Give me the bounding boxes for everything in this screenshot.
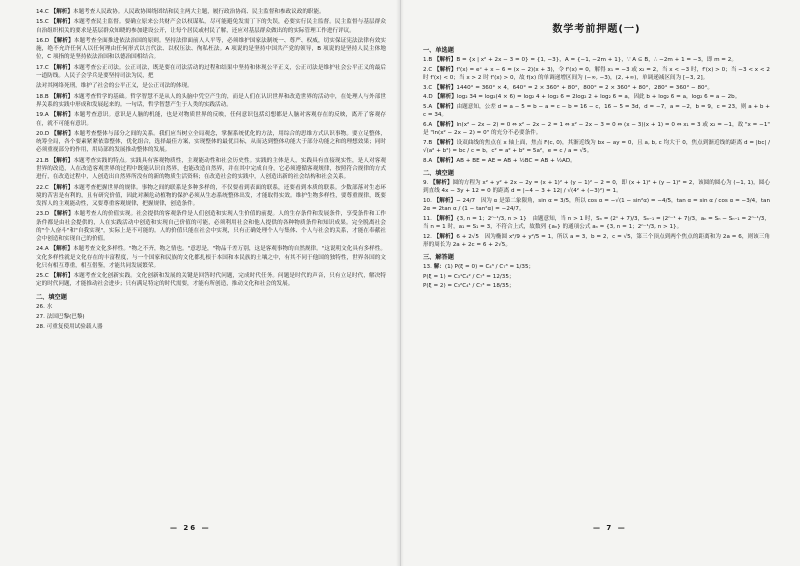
answer-item xyxy=(36,245,386,270)
answer-item xyxy=(36,272,386,288)
answer-number: 20.D xyxy=(36,130,52,137)
answer-number: 9. xyxy=(423,179,431,186)
answer-item xyxy=(423,93,770,101)
answer-number: 18.B xyxy=(36,93,51,100)
page-number-left: — 26 — xyxy=(170,524,211,532)
answer-item xyxy=(423,282,770,290)
answer-item xyxy=(423,103,770,119)
section-heading-fill-math: 二、填空题 xyxy=(423,169,454,177)
answer-number: 23.D xyxy=(36,211,52,218)
fill-answer-item xyxy=(36,323,386,331)
answer-item xyxy=(423,157,770,165)
answer-text: 1440° = 360° × 4，640° = 2 × 360° + 80°，800° = 2 × 360° + 80°，280° = 360° − 80°。 xyxy=(456,84,713,91)
answer-item xyxy=(36,130,386,155)
fill-answer-item xyxy=(36,303,386,311)
fill-answer-item xyxy=(36,313,386,321)
answer-number: 15.C xyxy=(36,19,51,26)
answer-text: 本题考查文化多样性。"物之不齐，物之情也。"意思是，"物品千差万别，这是客观事物的自然规律。"这说明文化具有多样性。文化多样性就是文化存在的丰富程度，与一个国家和民族的文化都扎根于本国和本民族的土壤之中，有其不同于他国的独特性，世界各国的文化只有相互尊重，相互借鉴，才能共同发展繁荣。 xyxy=(36,246,386,269)
answer-tag: 【解析】 xyxy=(50,19,74,26)
answer-tag: 【解析】 xyxy=(434,94,457,101)
answer-item xyxy=(423,273,770,281)
answer-tag: 【解析】 xyxy=(434,66,457,73)
answer-item xyxy=(36,37,386,62)
answer-tag: 【解析】 xyxy=(433,157,457,164)
fill-answer-number: 26. xyxy=(36,303,47,310)
answer-item xyxy=(423,263,770,271)
answer-item xyxy=(423,179,770,195)
fill-answer-text: 水 xyxy=(46,303,53,310)
answer-number: 12. xyxy=(423,233,434,240)
answer-number: 21.B xyxy=(36,157,51,164)
answer-text: 本题考查文化创新实践。文化创新和发展的关键是回答时代问题，完成时代任务。问题是时代的声音，只有立足时代，解决特定的时代问题，才能推动社会进步；只有满足特定的时代需要，才能有所创造，推动文化和社会的发展。 xyxy=(36,273,386,288)
answer-number: 6.A xyxy=(423,121,434,128)
answer-number: 5.A xyxy=(423,104,434,111)
answer-item xyxy=(36,210,386,243)
answer-text: (1) P(ξ = 0) = C₄³ / C₇³ = 1/35； xyxy=(444,264,535,271)
answer-text: P(ξ = 2) = C₃²C₄¹ / C₇³ = 18/35； xyxy=(423,283,515,290)
answer-number: 25.C xyxy=(36,273,51,280)
section-heading-single: 一、单选题 xyxy=(423,47,454,54)
answer-number: 24.A xyxy=(36,246,51,253)
answer-item xyxy=(36,93,386,109)
answer-tag: 【解析】 xyxy=(51,37,74,44)
answer-number: 16.D xyxy=(36,37,52,44)
answer-number: 19.A xyxy=(36,112,51,119)
answer-tag: 【解析】 xyxy=(433,57,457,63)
answer-tag: 【解析】 xyxy=(50,246,73,253)
answer-text: 本题考查公正司法。公正司法，既是要在司法活动的过程和结果中坚持和体现公平正义，公正司法是维护社会公平正义的最后一道防线。人民子会学兵是要坚持司法为民，把 xyxy=(36,64,386,79)
fill-in-answers xyxy=(423,179,770,249)
answer-item xyxy=(36,184,386,209)
answer-number: 11. xyxy=(423,215,434,222)
answer-number: 1.B xyxy=(423,57,434,63)
fill-answer-number: 28. xyxy=(36,324,47,331)
answer-number: 13. xyxy=(423,264,434,271)
answer-tag: 【解析】 xyxy=(51,211,74,218)
answer-text: 本题考查民主监督。要确立原来公共财产会以权谋私，尽可能避免发需丁下的失误，必要实行民主监督。民主监督与基层群众自治组织相关的要求是基层群众知晓的参加建设公开，让每个居民或村民了解，还应对基层群众做出的的实际管理工作进行评议。 xyxy=(36,19,386,34)
answer-text: 本题考查全面推进依法治国的原则。坚持法律面前人人平等，必须维护国家法制统一、尊严、权威，切实保证宪法法律有效实施，绝不允许任何人以任何理由任何形式以言代法、以权压法、徇私枉法。A 项说的是坚持中国共产党的领导，B 项说的是坚持人民主体地位，C 项指的是坚持依法治国和以德治国相结合。 xyxy=(36,37,386,61)
answer-text: 设双曲线的焦点在 x 轴上面，焦点 F(c, 0)，其渐近线为 bx − ay = 0，且 a, b, c 均大于 0，焦点到渐近线的距离 d = |bc| / √(a² + b²) = bc / c = b，c² = a² + b² = 5a²，e = c / a = √5。 xyxy=(423,139,770,155)
answer-text: P(ξ = 1) = C₃¹C₄² / C₇³ = 12/35； xyxy=(423,273,515,280)
answer-number: 22.C xyxy=(36,184,51,191)
answer-number: 3.C xyxy=(423,84,435,91)
answer-item xyxy=(36,8,386,16)
answer-number: 10. xyxy=(423,197,434,204)
answer-text: 圆的方程为 x² + y² + 2x − 2y = (x + 1)² + (y − 1)² − 2 = 0，即 (x + 1)² + (y − 1)² = 2，该圆的圆心为 (−1, 1)，圆心到直线 4x − 3y + 12 = 0 的距离 d = |−4 − 3 + 12| / √(4² + (−3)²) = 1。 xyxy=(423,179,770,195)
answer-tag: 【解析】 xyxy=(51,130,74,137)
answer-tag: 【解析】 xyxy=(434,139,457,146)
answer-tag: 【解析】 xyxy=(50,184,74,191)
answer-item xyxy=(36,64,386,80)
answer-number: 4.D xyxy=(423,94,435,101)
answer-text: 本题考查意识。意识是人脑的机能，也是对物质世界的反映，任何意识包括幻想都是人脑对客观存在的反映，离开了客观存在，就不可能有意识。 xyxy=(36,112,386,127)
answer-tag: 【解析】 xyxy=(50,157,74,164)
answer-number: 2.C xyxy=(423,66,435,73)
fill-answer-text: 可重复使用试验载人器 xyxy=(46,324,103,331)
answer-item xyxy=(423,215,770,231)
answer-tag: 解： xyxy=(433,264,445,271)
answer-item xyxy=(423,56,770,64)
answer-tag: 【解析】 xyxy=(50,273,74,280)
answer-item xyxy=(36,157,386,182)
answer-text: {3, n = 1；2ⁿ⁻¹/3, n > 1} 由题意知，当 n > 1 时，Sₙ = (2ⁿ + 7)/3，Sₙ₋₁ = (2ⁿ⁻¹ + 7)/3，aₙ = Sₙ − Sₙ₋₁ = 2ⁿ⁻¹/3，当 n = 1 时，a₁ = S₁ = 3，不符合上式，故数列 {aₙ} 的通项公式 aₙ = {3, n = 1；2ⁿ⁻¹/3, n > 1}。 xyxy=(423,215,770,230)
answer-item xyxy=(36,18,386,34)
answer-text: − 24/7 因为 α 是第二象限角，sin α = 3/5，所以 cos α = −√(1 − sin²α) = −4/5，tan α = sin α / cos α = −3/4，tan 2α = 2tan α / (1 − tan²α) = −24/7。 xyxy=(423,197,770,213)
answer-item xyxy=(423,233,770,249)
section-heading-fill: 二、填空题 xyxy=(36,293,67,301)
answer-explanations-politics xyxy=(36,8,386,289)
answer-text: 本题考查实践的特点。实践具有客观物质性，主观能动性和社会历史性。实践的主体是人，实践具有直接现实性，是人对客观世界的改造，人在改造客观世界的过程中既能认识自然界，也能改造自然界，并在其中完成自身，它必须遵循客观规律，按照符合规律的方式进行，在改造过程中，人创造出自然界所没有的新的物质生活资料；在改造社会的实践中，人创造出新的社会结构和社会关系。 xyxy=(36,157,386,181)
answer-tag: 【解析】 xyxy=(430,179,453,186)
answer-tag: 【解析】 xyxy=(433,233,457,240)
answer-tag: 【解析】 xyxy=(433,104,457,111)
answer-number: 14.C xyxy=(36,9,51,15)
answer-text: 本题考查把握世界的规律。事物之间的联系是多种多样的，不仅要看到表面的联系，还要看到本质的联系。少数部落对生态环境的苦害是有利的，且有研究价值，因此对濒危动植物的保护必须从生态系统整体出发，才能取得实效。维护生物多样性，要尊重规律，既要发挥人的主观能动性，又要尊重客观规律，把握规律，创造条件。 xyxy=(36,184,386,207)
answer-item xyxy=(423,197,770,213)
answer-tag: 【解析】 xyxy=(50,64,74,71)
answer-tag: 【解析】 xyxy=(50,93,74,100)
answer-item xyxy=(36,82,386,90)
answer-number: 17.C xyxy=(36,64,51,71)
single-choice-answers xyxy=(423,56,770,165)
answer-text: ln(x² − 2x − 2) = 0 ⇔ x² − 2x − 2 = 1 ⇔ x² − 2x − 3 = 0 ⇔ (x − 3)(x + 1) = 0 ⇔ x₁ = 3 或 x₂ = −1，故 "x = −1" 是 "ln(x² − 2x − 2) = 0" 的充分不必要条件。 xyxy=(423,121,770,137)
fill-answer-text: 法国巴黎(巴黎) xyxy=(46,313,85,320)
right-page xyxy=(400,0,800,566)
answer-text: 6 + 2√5 因为椭圆 x²/9 + y²/5 = 1，所以 a = 3，b = 2，c = √5，第三个顶点到两个焦点的距离和为 2a = 6，则该三角形的周长为 2a + 2c = 6 + 2√5。 xyxy=(423,233,770,248)
answer-item xyxy=(423,139,770,155)
answer-number: 8.A xyxy=(423,157,434,164)
fill-answers xyxy=(36,303,386,332)
answer-text: 法对其网络死刑，维护了社会的公平正义，是公正司法的体现。 xyxy=(36,83,193,90)
answer-item xyxy=(423,84,770,92)
answer-text: 本题考查人民政协。人民政协围绕团结和民主两大主题，履行政治协商、民主监督和参政议政的职能。 xyxy=(72,9,325,15)
answer-item xyxy=(423,121,770,137)
answer-tag: 【解析】 xyxy=(50,112,74,119)
answer-text: 本题考查整体与部分之间的关系。我们应当树立全局观念，掌握系统优化的方法，用综合的思维方式认识事物。要立足整体，统筹全局，各个要素紧紧依靠整体，优化组合，选择最佳方案，实现整体的最优目标，从而达到整体功能大于部分功能之和的理想效果；同时必须重视部分的作用，用局部的发展推动整体的发展。 xyxy=(36,130,386,154)
answer-text: B = {x | x² + 2x − 3 = 0} = {1, −3}，A = {−1, −2m + 1}，∵ A ⊆ B，∴ −2m + 1 = −3，即 m = 2。 xyxy=(456,57,737,63)
answer-tag: 【解析】 xyxy=(433,215,457,222)
fill-answer-number: 27. xyxy=(36,313,47,320)
answer-text: 本题考查人的价值实现。社会提供的客观条件是人们创造和实现人生价值的前提。人的生存条件和发展条件，享受条件和工作条件都是由社会提供的，人在实践活动中创造和实现自己价值的可能，必须利用社会和他人提供的各种物质条件和知识成果。完全脱离社会的"个人奋斗"和"自我实现"，实际上是不可能的。人的价值只能在社会中实现，只有正确处理个人与集体、个人与社会的关系，才能在奉献社会中创造和实现自己的价值。 xyxy=(36,211,386,242)
answer-number: 7.B xyxy=(423,139,434,146)
answer-text: AB + BE = AE = AB + ½BC = AB + ½AD。 xyxy=(456,157,576,164)
section-heading-solve: 三、解答题 xyxy=(423,254,454,262)
answer-text: 本题考查哲学的基础。哲学智慧不是从人的头脑中凭空产生的，而是人们在认识世界和改造世界的活动中，在处理人与外部世界关系的实践中形成和发展起来的。一句话，哲学智慧产生于人类的实践活动。 xyxy=(36,93,386,108)
page-title: 数学考前押题(一) xyxy=(552,24,641,35)
page-number-right: — 7 — xyxy=(593,524,627,532)
answer-tag: 【解析】 xyxy=(433,197,457,204)
answer-text: f'(x) = eˣ + x − 6 = (x − 2)(x + 3)，令 f'(x) = 0，解得 x₁ = −3 或 x₂ = 2，当 x < −3 时，f'(x) > 0；当 −3 < x < 2 时 f'(x) < 0；当 x > 2 时 f'(x) > 0，故 f(x) 的单调递增区间为 (−∞, −3)，(2, +∞)，单调递减区间为 [−3, 2]。 xyxy=(423,66,770,81)
answer-text: log₂ 34 = log₂(4 × 6) = log₂ 4 + log₂ 6 = 2log₂ 2 + log₂ 6 = a，因此 b + log₂ 6 = a，log₂ 6 = a − 2b。 xyxy=(456,94,741,101)
solution-answers xyxy=(423,263,770,291)
answer-tag: 【解析】 xyxy=(433,121,457,128)
answer-item xyxy=(423,66,770,82)
answer-item xyxy=(36,111,386,127)
answer-tag: 【解析】 xyxy=(50,9,73,15)
answer-text: 由题意知，公差 d = a − 5 = b − a = c − b = 16 − c，16 − 5 = 3d，d = −7，a = −2，b = 9，c = 23，则 a + b + c = 34。 xyxy=(423,104,770,119)
answer-tag: 【解析】 xyxy=(434,84,457,91)
